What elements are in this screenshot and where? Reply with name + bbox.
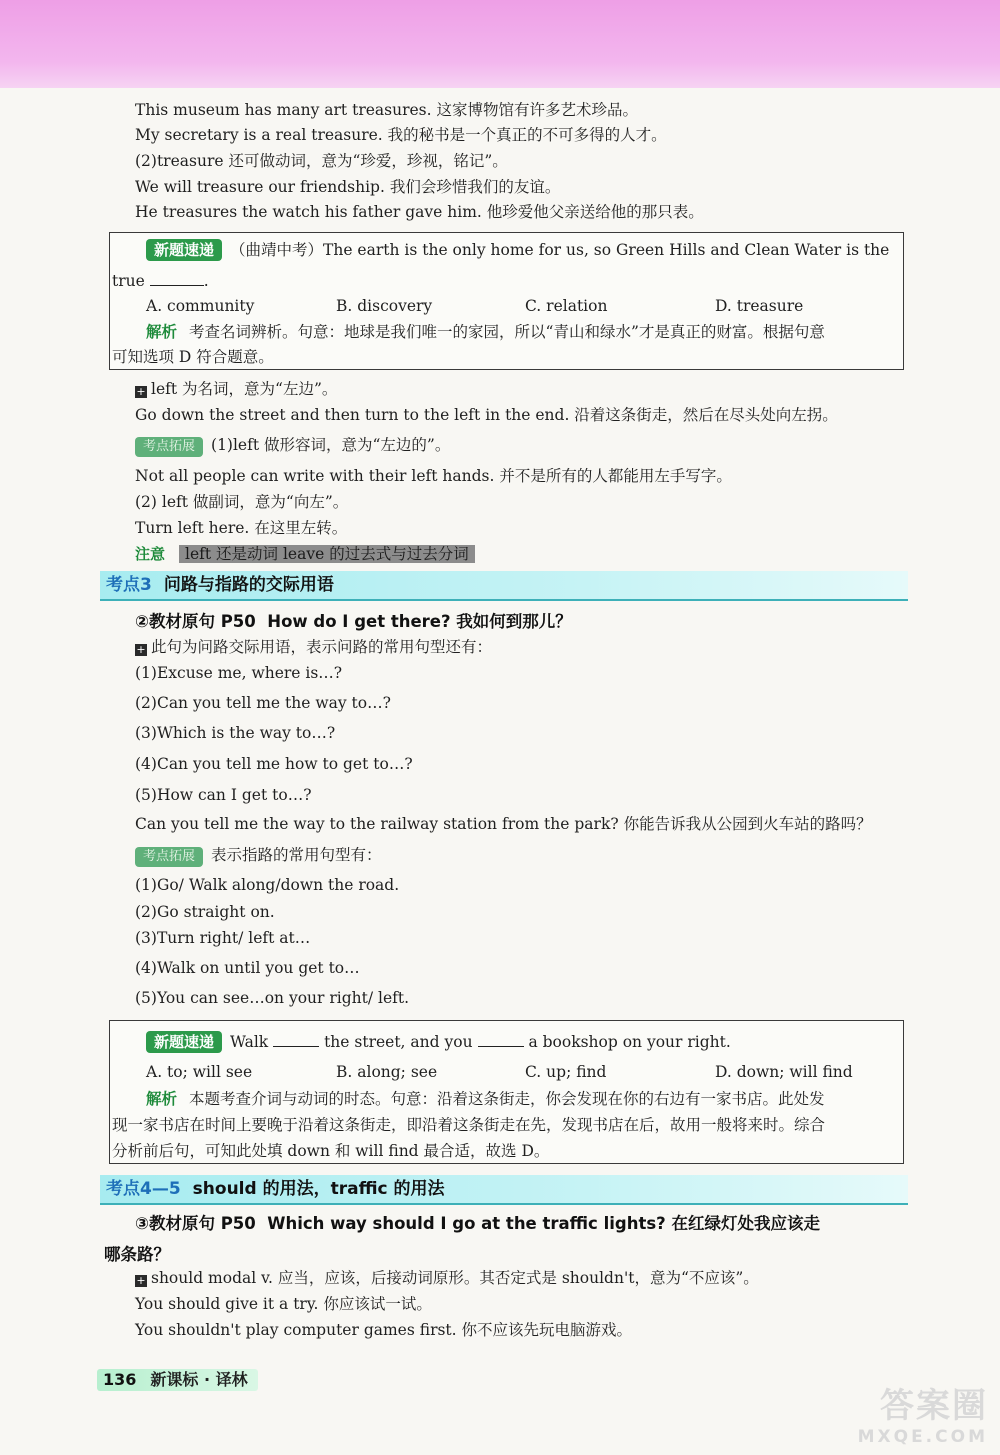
book-title: 新课标 · 译林 [150,1370,248,1389]
pattern-item: (4)Can you tell me how to get to…? [135,755,413,773]
analysis-text: 本题考查介词与动词的时态。句意：沿着这条街走，你会发现在你的右边有一家书店。此处发 [189,1090,825,1108]
question-text: Walk [230,1033,269,1051]
exercise-question [146,1031,731,1053]
example-sentence: Not all people can write with their left hands. 并不是所有的人都能用左手写字。 [135,467,732,485]
exercise-question-cont [112,271,209,291]
example-sentence: Turn left here. 在这里左转。 [135,519,348,537]
watermark-text: 答案圈 [880,1386,988,1426]
analysis-line [146,322,825,342]
question-text: a bookshop on your right. [528,1033,731,1051]
textbook-text: How do I get there? 我如何到那儿？ [267,612,572,631]
analysis-label: 解析 [146,323,178,341]
analysis-line [146,1089,825,1109]
extension-tag: 考点拓展 [135,847,203,867]
new-question-tag: 新题速递 [146,239,222,261]
explanation-text: 此句为问路交际用语，表示问路的常用句型还有： [151,638,493,656]
extension-text: (1)left 做形容词，意为“左边的”。 [211,436,451,454]
example-sentence: My secretary is a real treasure. 我的秘书是一个真正的不可多得的人才。 [135,126,667,144]
exercise-box-2 [109,1020,904,1164]
pattern-item: (1)Excuse me, where is…? [135,664,343,682]
textbook-text: Which way should I go at the traffic lights? 在红绿灯处我应该走 [267,1214,820,1233]
answer-blank [273,1046,319,1047]
pattern-item: (2)Can you tell me the way to…? [135,694,391,712]
question-text: the street, and you [324,1033,473,1051]
analysis-text: 分析前后句，可知此处填 down 和 will find 最合适，故选 D。 [112,1142,550,1160]
plus-icon: + [136,385,146,398]
definition-text: left 为名词，意为“左边”。 [151,380,338,398]
question-text: . [203,272,209,290]
example-sentence: You shouldn't play computer games first. 你不应该先玩电脑游戏。 [135,1321,633,1339]
example-sentence: He treasures the watch his father gave him. 他珍爱他父亲送给他的那只表。 [135,203,704,221]
section-header-4-5 [100,1175,908,1205]
top-color-band [0,0,1000,88]
textbook-label: ②教材原句 P50 [135,612,256,631]
pattern-item: (2)Go straight on. [135,903,275,921]
analysis-text: 现一家书店在时间上要晚于沿着这条街走，即沿着这条街走在先，发现书店在后，故用一般将来时。综合 [112,1116,826,1134]
section-title: 问路与指路的交际用语 [163,575,334,595]
example-sentence: Go down the street and then turn to the left in the end. 沿着这条街走，然后在尽头处向左拐。 [135,406,838,424]
textbook-sentence [135,608,572,632]
explanation [135,637,492,657]
question-text: true [112,272,145,290]
answer-blank [150,285,204,286]
note-text: left 还是动词 leave 的过去式与过去分词 [179,545,475,563]
option-b: B. discovery [336,297,433,315]
new-question-tag: 新题速递 [146,1031,222,1053]
note-line [135,544,475,564]
usage-note: (2)treasure 还可做动词，意为“珍爱，珍视，铭记”。 [135,152,508,170]
watermark-logo [858,1378,988,1447]
pattern-item: (4)Walk on until you get to… [135,959,360,977]
pattern-item: (1)Go/ Walk along/down the road. [135,876,400,894]
plus-icon: + [136,643,146,656]
option-c: C. up; find [525,1063,607,1081]
pattern-item: (3)Turn right/ left at… [135,929,311,947]
definition-text: should modal v. 应当，应该，后接动词原形。其否定式是 shouldn't，意为“不应该”。 [151,1269,759,1287]
extension-text: 表示指路的常用句型有： [211,846,382,864]
analysis-text: 可知选项 D 符合题意。 [112,348,274,366]
section-title: should 的用法，traffic 的用法 [192,1179,445,1199]
option-c: C. relation [525,297,608,315]
exercise-box-1 [109,232,904,370]
answer-blank [478,1046,524,1047]
option-b: B. along; see [336,1063,438,1081]
example-sentence: Can you tell me the way to the railway station from the park? 你能告诉我从公园到火车站的路吗？ [135,815,872,833]
section-number: 考点4—5 [106,1179,181,1199]
definition [135,379,337,399]
textbook-label: ③教材原句 P50 [135,1214,256,1233]
definition [135,1268,759,1288]
page-number: 136 [103,1370,137,1389]
watermark-url: MXQE.COM [857,1427,988,1447]
option-d: D. treasure [715,297,804,315]
extension-line [135,435,450,457]
textbook-text: 哪条路？ [104,1245,170,1264]
page-footer [97,1369,258,1391]
analysis-text: 考查名词辨析。句意：地球是我们唯一的家园，所以“青山和绿水”才是真正的财富。根据句意 [189,323,825,341]
section-number: 考点3 [106,575,152,595]
note-label: 注意 [135,545,166,563]
pattern-item: (5)How can I get to…? [135,786,312,804]
extension-tag: 考点拓展 [135,437,203,457]
answer-options [146,1063,886,1083]
example-sentence: This museum has many art treasures. 这家博物馆有许多艺术珍品。 [135,101,638,119]
option-a: A. to; will see [146,1063,253,1081]
pattern-item: (5)You can see…on your right/ left. [135,989,410,1007]
option-d: D. down; will find [715,1063,853,1081]
textbook-sentence [135,1210,820,1234]
option-a: A. community [146,297,255,315]
answer-options [146,297,886,317]
example-sentence: We will treasure our friendship. 我们会珍惜我们的友谊。 [135,178,561,196]
analysis-label: 解析 [146,1090,178,1108]
exercise-question [146,239,889,261]
extension-line [135,845,382,867]
question-text: （曲靖中考）The earth is the only home for us, so Green Hills and Clean Water is the [230,241,890,259]
plus-icon: + [136,1274,146,1287]
example-sentence: You should give it a try. 你应该试一试。 [135,1295,432,1313]
section-header-3 [100,571,908,601]
pattern-item: (3)Which is the way to…? [135,724,336,742]
usage-note: (2) left 做副词，意为“向左”。 [135,493,349,511]
